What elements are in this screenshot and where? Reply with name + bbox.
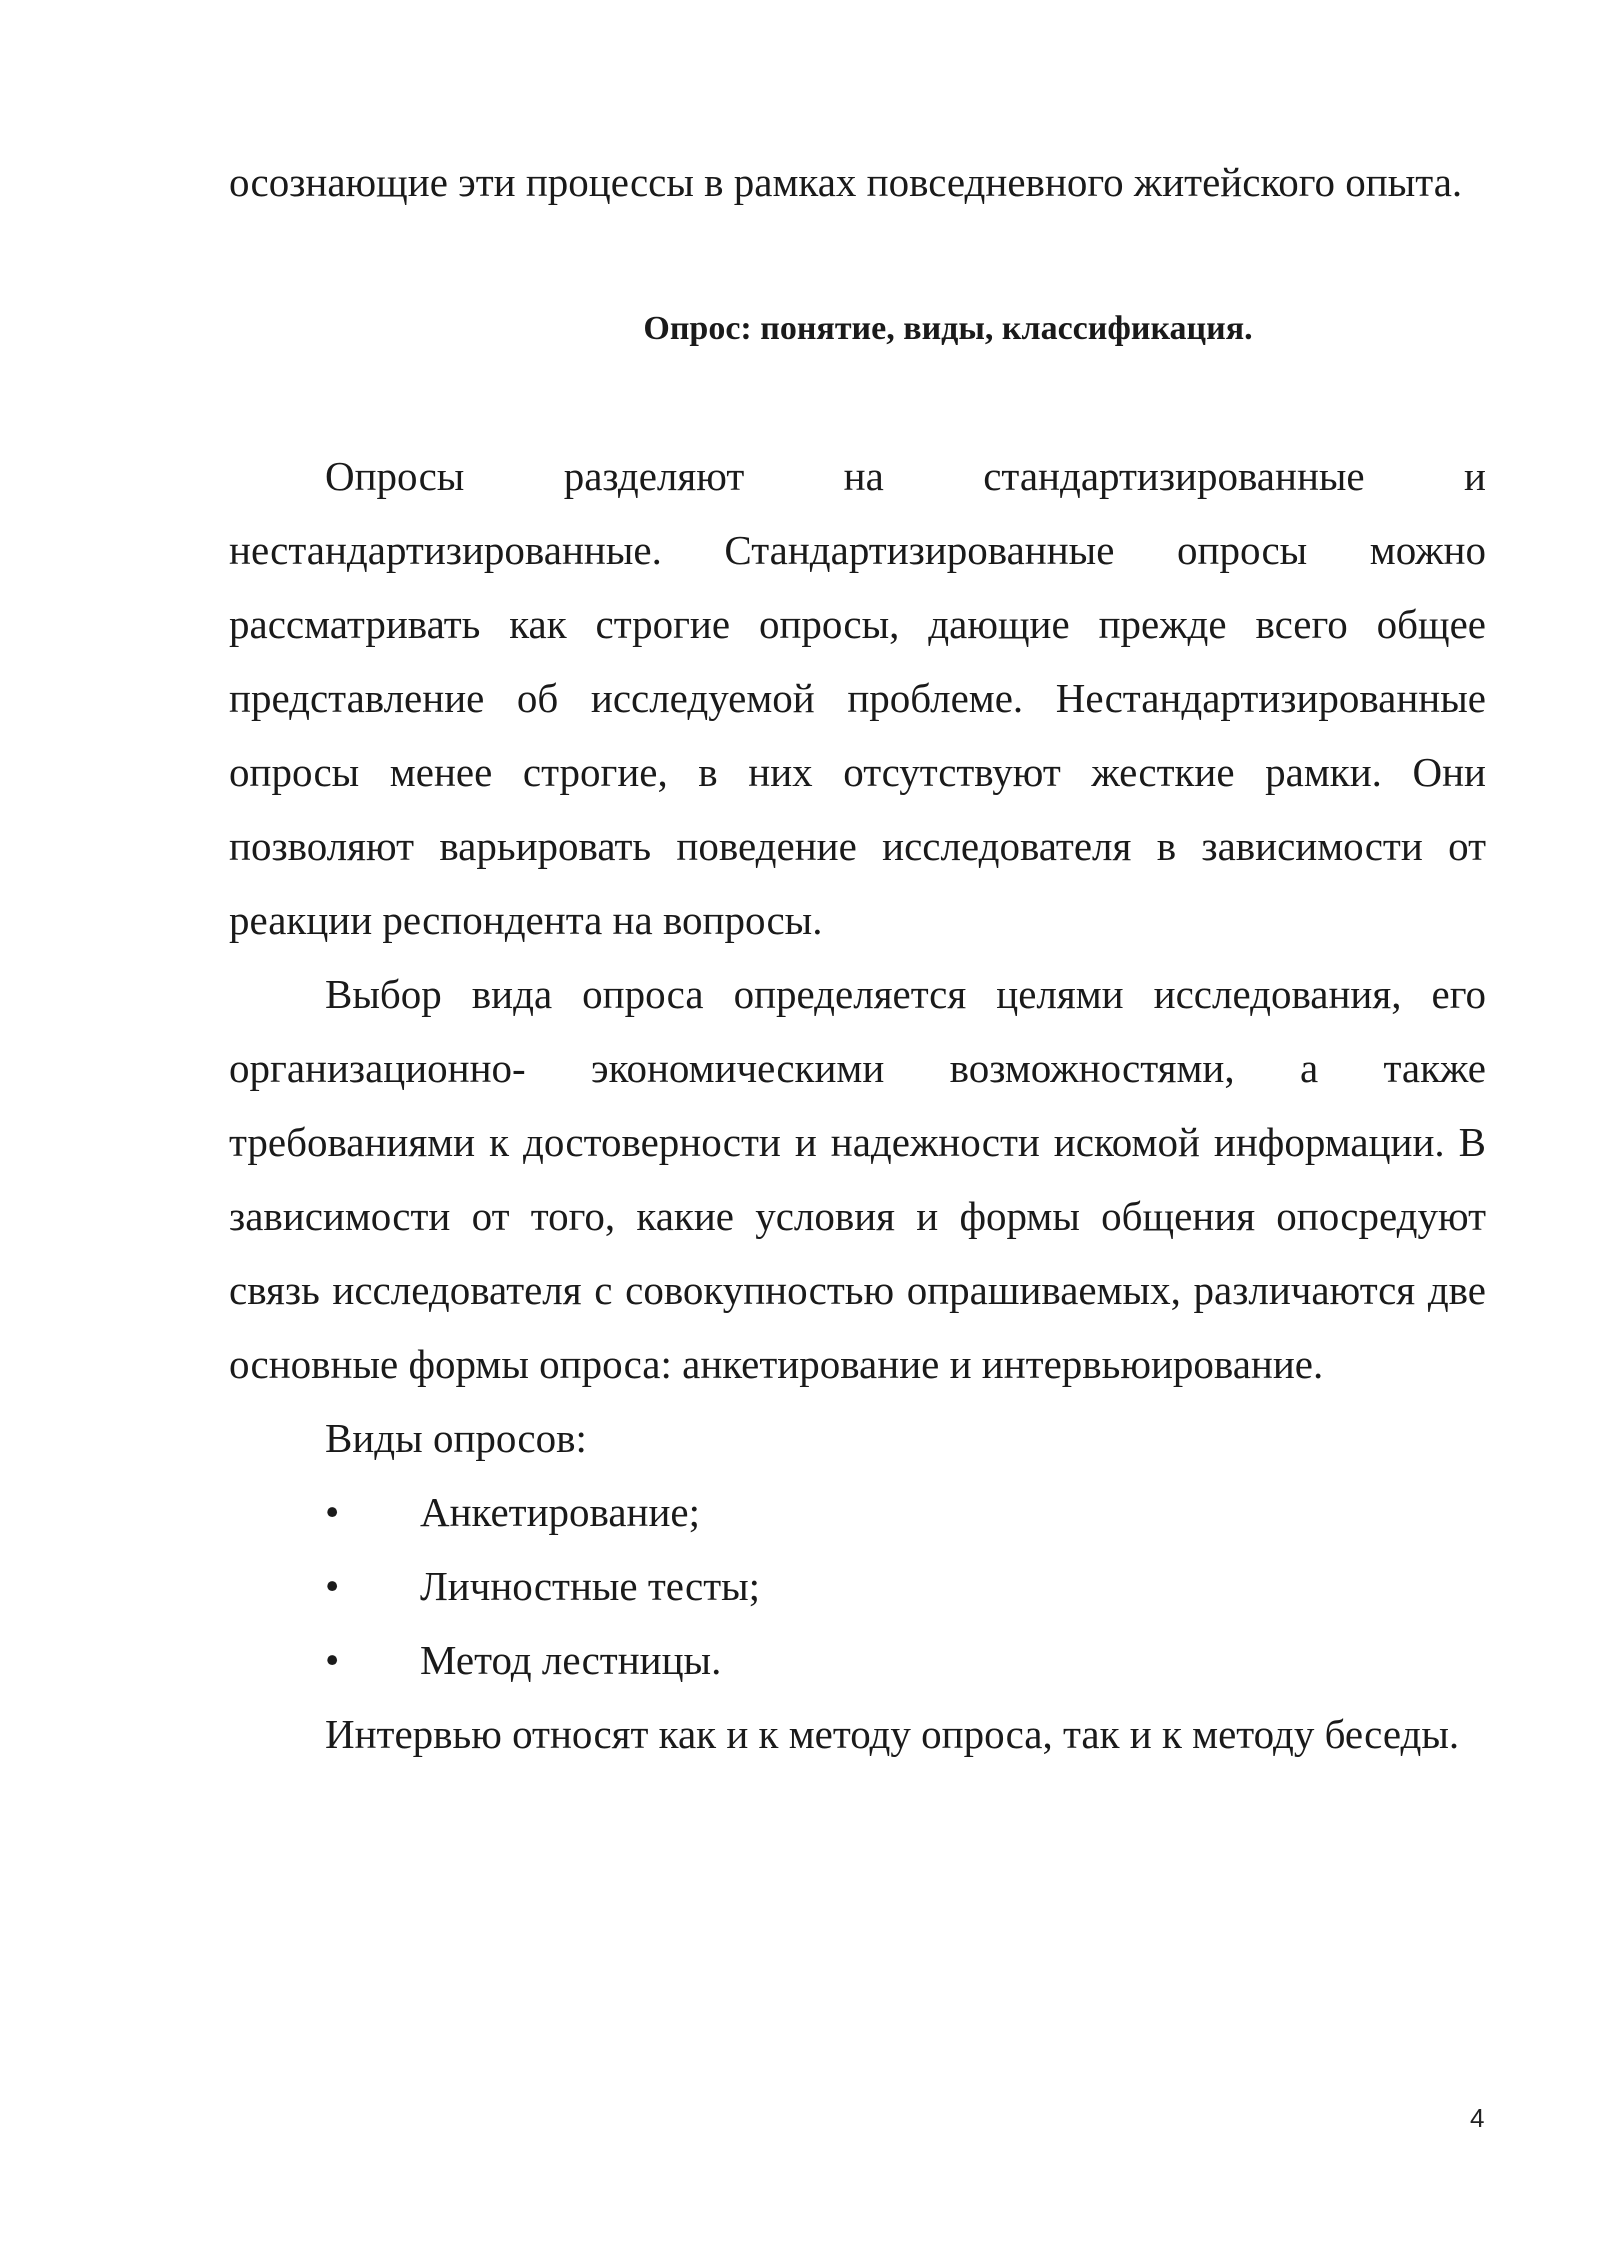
bullet-icon: • (325, 1637, 340, 1683)
survey-types-list (229, 1475, 1486, 1697)
list-item (229, 1475, 1486, 1549)
intro-paragraph: осознающие эти процессы в рамках повседневного житейского опыта. (229, 159, 1463, 205)
list-item (229, 1623, 1486, 1697)
list-item-text: Анкетирование; (420, 1489, 700, 1535)
document-page (229, 145, 1486, 1771)
bullet-icon: • (325, 1489, 340, 1535)
paragraph-survey-choice: Выбор вида опроса определяется целями исследования, его организационно- экономическими возможностями, а также требованиями к достоверности и надежности искомой информации. В зависимости от того, какие условия и формы общения опосредуют связь исследователя с совокупностью опрашиваемых, различаются две основные формы опроса: анкетирование и интервьюирование. (229, 971, 1486, 1387)
list-item (229, 1549, 1486, 1623)
section-heading: Опрос: понятие, виды, классификация. (643, 310, 1253, 347)
page-number: 4 (1470, 2103, 1485, 2133)
list-item-text: Метод лестницы. (420, 1637, 722, 1683)
list-item-text: Личностные тесты; (420, 1563, 761, 1609)
list-intro: Виды опросов: (325, 1415, 587, 1461)
paragraph-interview: Интервью относят как и к методу опроса, так и к методу беседы. (325, 1711, 1460, 1757)
paragraph-survey-types: Опросы разделяют на стандартизированные и нестандартизированные. Стандартизированные опросы можно рассматривать как строгие опросы, дающие прежде всего общее представление об исследуемой проблеме. Нестандартизированные опросы менее строгие, в них отсутствуют жесткие рамки. Они позволяют варьировать поведение исследователя в зависимости от реакции респондента на вопросы. (229, 453, 1486, 943)
bullet-icon: • (325, 1563, 340, 1609)
